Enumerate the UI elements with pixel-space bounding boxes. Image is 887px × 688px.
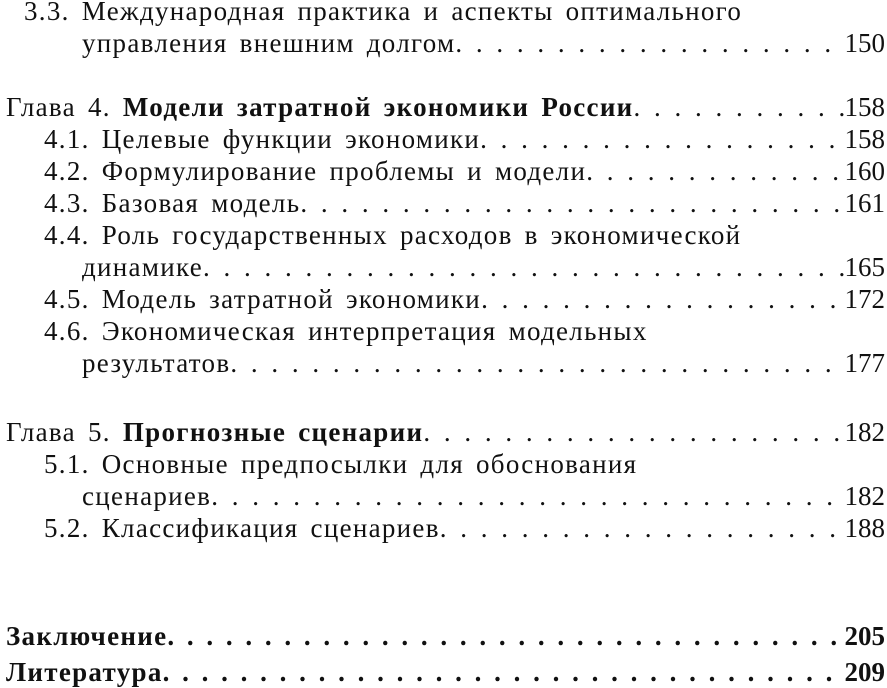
toc-entry-4-6-line2: [82, 347, 885, 379]
chapter-title: Модели затратной экономики России: [122, 92, 634, 122]
dot-leader: [586, 155, 844, 187]
toc-entry-text: 4.4. Роль государственных расходов в экономической: [44, 220, 742, 250]
toc-entry-text: сценариев: [82, 481, 212, 511]
toc-entry-text: 4.6. Экономическая интерпретация модельных: [44, 316, 648, 346]
dot-leader: [300, 187, 844, 219]
chapter-prefix: Глава 5.: [6, 417, 123, 447]
toc-entry-4-6-line1: [44, 315, 648, 347]
toc-entry-5-2: [44, 512, 885, 544]
toc-entry-text: 4.3. Базовая модель: [44, 188, 301, 218]
dot-leader: [481, 283, 844, 315]
toc-entry-text: результатов: [82, 348, 231, 378]
toc-entry-5-1-line1: [44, 448, 637, 480]
toc-page-number: 158: [844, 92, 885, 122]
toc-page-number: 172: [844, 284, 885, 314]
toc-entry-text: 5.1. Основные предпосылки для обоснования: [44, 449, 638, 479]
toc-page-number: 182: [844, 417, 885, 447]
chapter-title: Прогнозные сценарии: [122, 417, 424, 447]
toc-page-number: 182: [844, 481, 885, 511]
toc-entry-text: 4.5. Модель затратной экономики: [44, 284, 482, 314]
toc-page-number: 158: [844, 124, 885, 154]
toc-conclusion-title: Заключение: [6, 621, 168, 651]
toc-page-number: 205: [844, 621, 885, 651]
toc-chapter-heading: [6, 91, 634, 123]
toc-literature-title: Литература: [6, 657, 163, 687]
toc-page-number: 177: [844, 348, 885, 378]
toc-entry-text: 4.2. Формулирование проблемы и модели: [44, 156, 587, 186]
toc-page-number: 188: [844, 513, 885, 543]
toc-page-number: 161: [844, 188, 885, 218]
toc-page-number: 209: [844, 657, 885, 687]
dot-leader: [440, 512, 845, 544]
toc-chapter-5: [6, 416, 885, 448]
dot-leader: [634, 91, 845, 123]
dot-leader: [423, 416, 844, 448]
toc-entry-text: динамике: [82, 252, 203, 282]
toc-page-number: 160: [844, 156, 885, 186]
dot-leader: [163, 656, 845, 688]
toc-entry-4-2: [44, 155, 885, 187]
dot-leader: [230, 347, 844, 379]
toc-entry-text: 5.2. Классификация сценариев: [44, 513, 440, 543]
dot-leader: [480, 123, 844, 155]
dot-leader: [455, 27, 844, 59]
toc-entry-4-5: [44, 283, 885, 315]
toc-entry-4-1: [44, 123, 885, 155]
toc-entry-text: 4.1. Целевые функции экономики: [44, 124, 481, 154]
dot-leader: [203, 251, 845, 283]
toc-literature: [6, 656, 885, 688]
dot-leader: [211, 480, 844, 512]
toc-entry-4-3: [44, 187, 885, 219]
toc-entry-4-4-line2: [82, 251, 885, 283]
chapter-prefix: Глава 4.: [6, 92, 123, 122]
toc-chapter-heading: [6, 416, 423, 448]
toc-conclusion: [6, 620, 885, 652]
toc-page-number: 150: [844, 28, 885, 58]
dot-leader: [167, 620, 844, 652]
toc-entry-text: управления внешним долгом: [82, 28, 456, 58]
toc-entry-3-3-line2: [82, 27, 885, 59]
toc-entry-5-1-line2: [82, 480, 885, 512]
toc-chapter-4: [6, 91, 885, 123]
toc-entry-4-4-line1: [44, 219, 741, 251]
toc-entry-3-3-line1: [24, 0, 742, 27]
toc-entry-text: 3.3. Международная практика и аспекты оптимального: [24, 0, 743, 26]
toc-page-number: 165: [844, 252, 885, 282]
